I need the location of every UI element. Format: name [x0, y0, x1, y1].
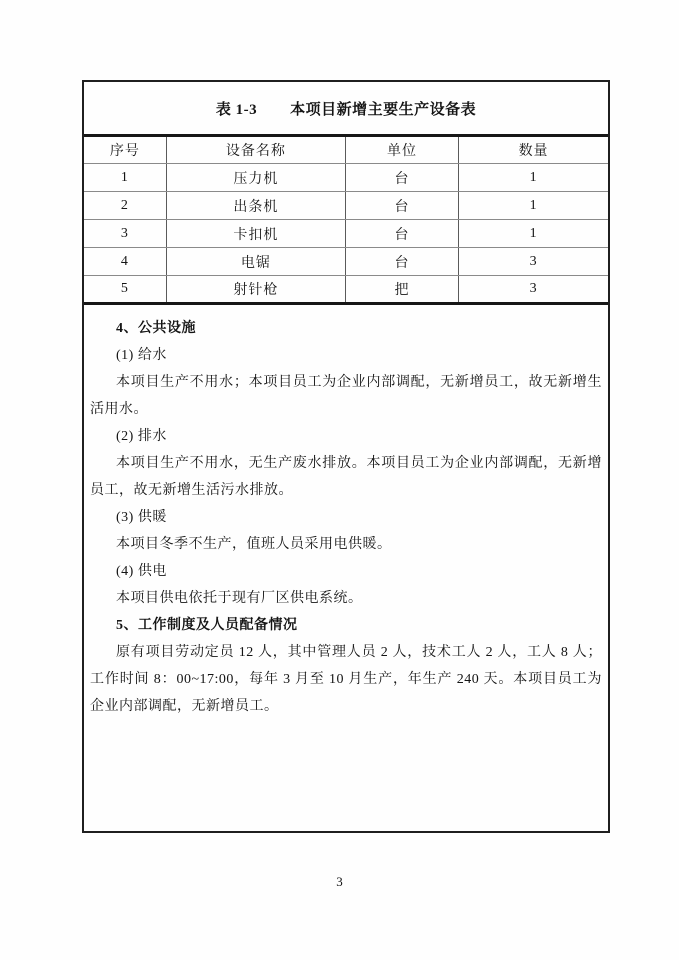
- subitem-label-heating: (3) 供暖: [116, 510, 167, 525]
- table-caption: [84, 100, 608, 120]
- table-cell-unit: 把: [345, 276, 458, 304]
- table-title: 本项目新增主要生产设备表: [290, 102, 477, 118]
- table-cell-no: 3: [84, 220, 166, 248]
- paragraph-heating: 本项目冬季不生产，值班人员采用电供暖。: [116, 537, 392, 552]
- column-header-unit: 单位: [345, 136, 458, 164]
- table-cell-unit: 台: [345, 220, 458, 248]
- table-cell-qty: 1: [459, 164, 608, 192]
- section-heading-facilities: 4、公共设施: [116, 321, 196, 336]
- table-cell-name: 压力机: [166, 164, 345, 192]
- body-text: [84, 315, 608, 720]
- column-header-name: 设备名称: [166, 136, 345, 164]
- table-row: [84, 220, 608, 248]
- table-cell-no: 2: [84, 192, 166, 220]
- table-cell-qty: 1: [459, 220, 608, 248]
- table-cell-name: 卡扣机: [166, 220, 345, 248]
- table-label: 表 1-3: [215, 102, 258, 118]
- table-cell-unit: 台: [345, 192, 458, 220]
- table-cell-qty: 3: [459, 276, 608, 304]
- table-cell-no: 4: [84, 248, 166, 276]
- subitem-label-water-supply: (1) 给水: [116, 348, 167, 363]
- column-header-qty: 数量: [459, 136, 608, 164]
- page-number: 3: [336, 874, 343, 889]
- table-cell-name: 出条机: [166, 192, 345, 220]
- paragraph-power: 本项目供电依托于现有厂区供电系统。: [116, 591, 363, 606]
- table-cell-name: 电锯: [166, 248, 345, 276]
- subitem-label-drainage: (2) 排水: [116, 429, 167, 444]
- table-row: [84, 276, 608, 304]
- equipment-table: [84, 134, 608, 305]
- table-cell-name: 射针枪: [166, 276, 345, 304]
- content-border-box: [82, 80, 610, 833]
- table-row: [84, 248, 608, 276]
- paragraph-staffing: 原有项目劳动定员 12 人，其中管理人员 2 人，技术工人 2 人，工人 8 人；工作时间 8：00~17:00，每年 3 月至 10 月生产，年生产 240 天。本项目员工为企业内部调配，无新增员工。: [90, 645, 602, 714]
- table-cell-qty: 3: [459, 248, 608, 276]
- table-cell-unit: 台: [345, 164, 458, 192]
- paragraph-water-supply: 本项目生产不用水；本项目员工为企业内部调配，无新增员工，故无新增生活用水。: [90, 375, 602, 417]
- table-cell-no: 1: [84, 164, 166, 192]
- table-cell-unit: 台: [345, 248, 458, 276]
- table-cell-qty: 1: [459, 192, 608, 220]
- paragraph-drainage: 本项目生产不用水，无生产废水排放。本项目员工为企业内部调配，无新增员工，故无新增生活污水排放。: [90, 456, 602, 498]
- table-row: [84, 164, 608, 192]
- subitem-label-power: (4) 供电: [116, 564, 167, 579]
- column-header-no: 序号: [84, 136, 166, 164]
- section-heading-staffing: 5、工作制度及人员配备情况: [116, 618, 298, 633]
- table-cell-no: 5: [120, 281, 129, 296]
- table-row: [84, 192, 608, 220]
- table-header-row: [84, 136, 608, 164]
